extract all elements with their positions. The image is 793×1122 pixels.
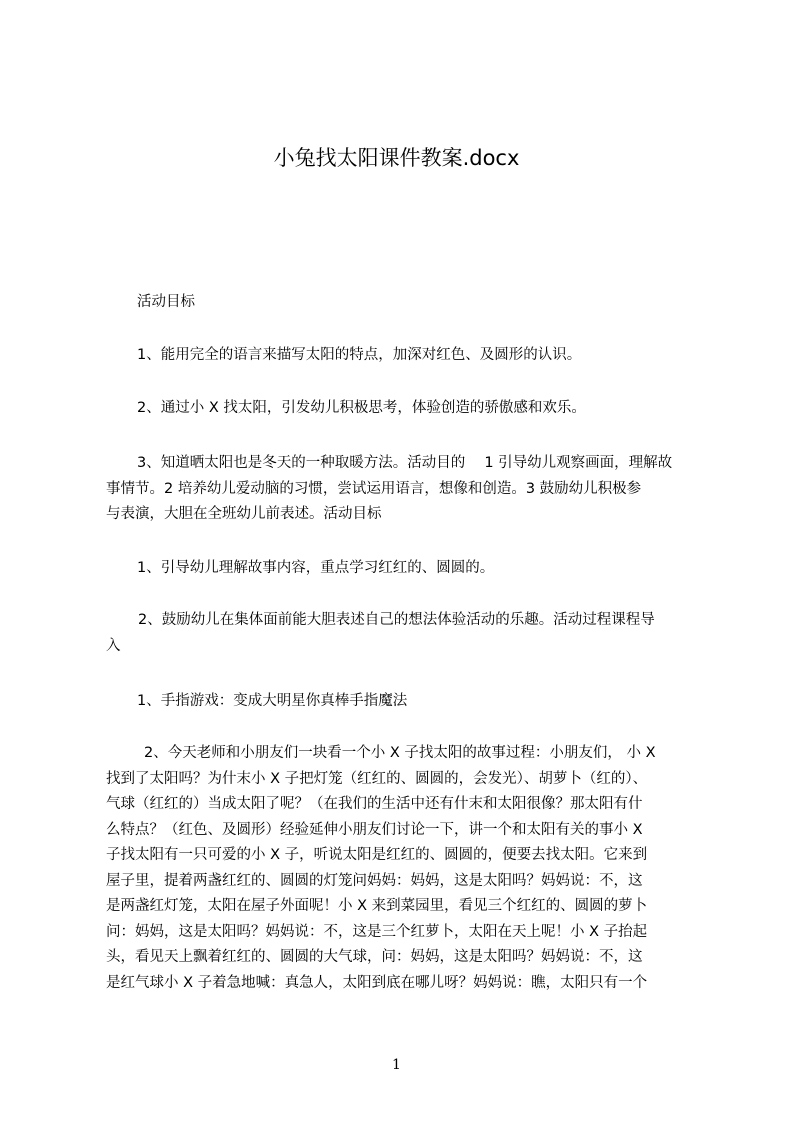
paragraph-goal-2: 2、通过小 X 找太阳，引发幼儿积极思考，体验创造的骄傲感和欢乐。 [137,400,586,416]
paragraph-line: 子找太阳有一只可爱的小 X 子，听说太阳是红红的、圆圆的，便要去找太阳。它来到 [106,847,648,863]
paragraph-process-2-story [106,741,716,996]
paragraph-goal-1: 1、能用完全的语言来描写太阳的特点，加深对红色、及圆形的认识。 [137,347,582,363]
paragraph-activity-goals-heading: 活动目标 [137,294,195,310]
paragraph-line: 问：妈妈，这是太阳吗？妈妈说：不，这是三个红萝卜，太阳在天上呢！小 X 子抬起 [106,923,648,940]
document-title: 小兔找太阳课件教案.docx [273,146,520,170]
paragraph-line: 是红气球小 X 子着急地喊：真急人，太阳到底在哪儿呀？妈妈说：瞧，太阳只有一个 [106,974,648,991]
paragraph-line: 入 [106,637,121,654]
paragraph-line: 么特点？（红色、及圆形）经验延伸小朋友们讨论一下，讲一个和太阳有关的事小 X [106,821,643,838]
paragraph-objective-2 [106,608,716,659]
paragraph-line: 气球（红红的）当成太阳了呢？（在我们的生活中还有什末和太阳很像？那太阳有什 [106,796,643,812]
paragraph-line: 是两盏红灯笼，太阳在屋子外面呢！小 X 来到菜园里，看见三个红红的、圆圆的萝卜 [106,898,648,914]
paragraph-line: 屋子里，提着两盏红红的、圆圆的灯笼问妈妈：妈妈，这是太阳吗？妈妈说：不，这 [106,872,643,889]
paragraph-line: 3、知道晒太阳也是冬天的一种取暖方法。活动目的 1 引导幼儿观察画面，理解故 [137,455,673,471]
paragraph-line: 2、鼓励幼儿在集体面前能大胆表述自己的想法体验活动的乐趣。活动过程课程导 [138,612,655,628]
page-number: 1 [392,1057,401,1073]
paragraph-line: 与表演，大胆在全班幼儿前表述。活动目标 [106,506,382,522]
paragraph-line: 2、今天老师和小朋友们一块看一个小 X 子找太阳的故事过程：小朋友们， 小 X [144,745,656,761]
paragraph-process-1: 1、手指游戏：变成大明星你真棒手指魔法 [137,693,408,709]
paragraph-objective-1: 1、引导幼儿理解故事内容，重点学习红红的、圆圆的。 [137,560,495,576]
paragraph-line: 找到了太阳吗？为什末小 X 子把灯笼（红红的、圆圆的，会发光）、胡萝卜（红的）、 [106,770,648,787]
paragraph-goal-3 [106,451,716,528]
paragraph-line: 头，看见天上飘着红红的、圆圆的大气球，问：妈妈，这是太阳吗？妈妈说：不，这 [106,949,643,965]
paragraph-line: 事情节。2 培养幼儿爱动脑的习惯，尝试运用语言，想像和创造。3 鼓励幼儿积极参 [106,480,642,497]
